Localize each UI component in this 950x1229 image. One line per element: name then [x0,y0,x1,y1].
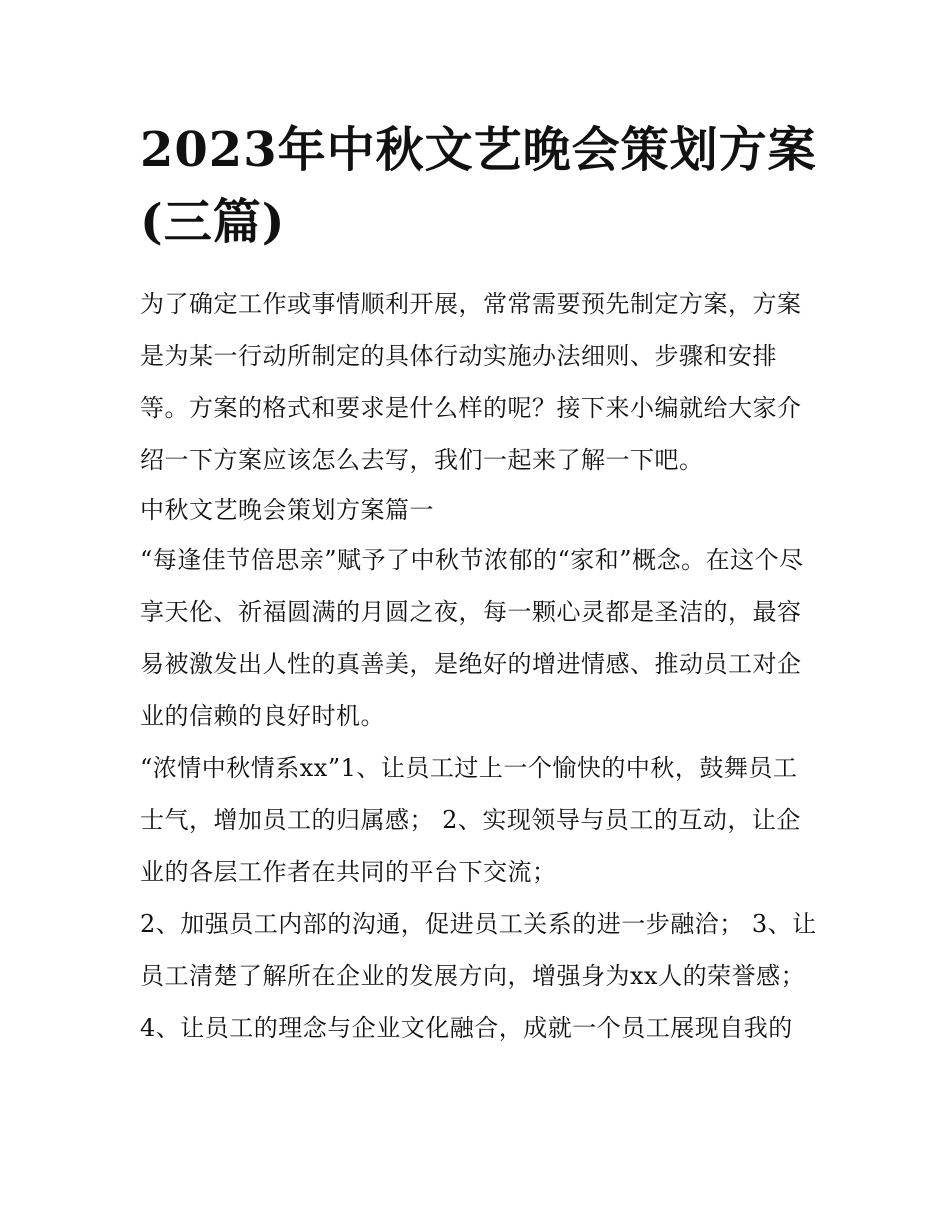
body-paragraph: 4、让员工的理念与企业文化融合，成就一个员工展现自我的 [140,1014,793,1042]
section-heading: 中秋文艺晚会策划方案篇一 [140,496,434,524]
intro-paragraph: 为了确定工作或事情顺利开展，常常需要预先制定方案，方案是为某一行动所制定的具体行动实施办法细则、步骤和安排等。方案的格式和要求是什么样的呢？接下来小编就给大家介绍一下方案应该怎么去写，我们一起来了解一下吧。 [140,290,802,474]
document-body [140,278,820,1054]
body-paragraph: 2、加强员工内部的沟通，促进员工关系的进一步融洽； 3、让员工清楚了解所在企业的发展方向，增强身为xx人的荣誉感； [140,910,817,990]
document-title: 2023年中秋文艺晚会策划方案(三篇) [140,122,817,250]
body-paragraph: “每逢佳节倍思亲”赋予了中秋节浓郁的“家和”概念。在这个尽享天伦、祈福圆满的月圆之夜，每一颗心灵都是圣洁的，最容易被激发出人性的真善美，是绝好的增进情感、推动员工对企业的信赖的良好时机。 [140,546,804,730]
body-paragraph: “浓情中秋情系xx”1、让员工过上一个愉快的中秋，鼓舞员工士气，增加员工的归属感； 2、实现领导与员工的互动，让企业的各层工作者在共同的平台下交流； [140,754,801,886]
